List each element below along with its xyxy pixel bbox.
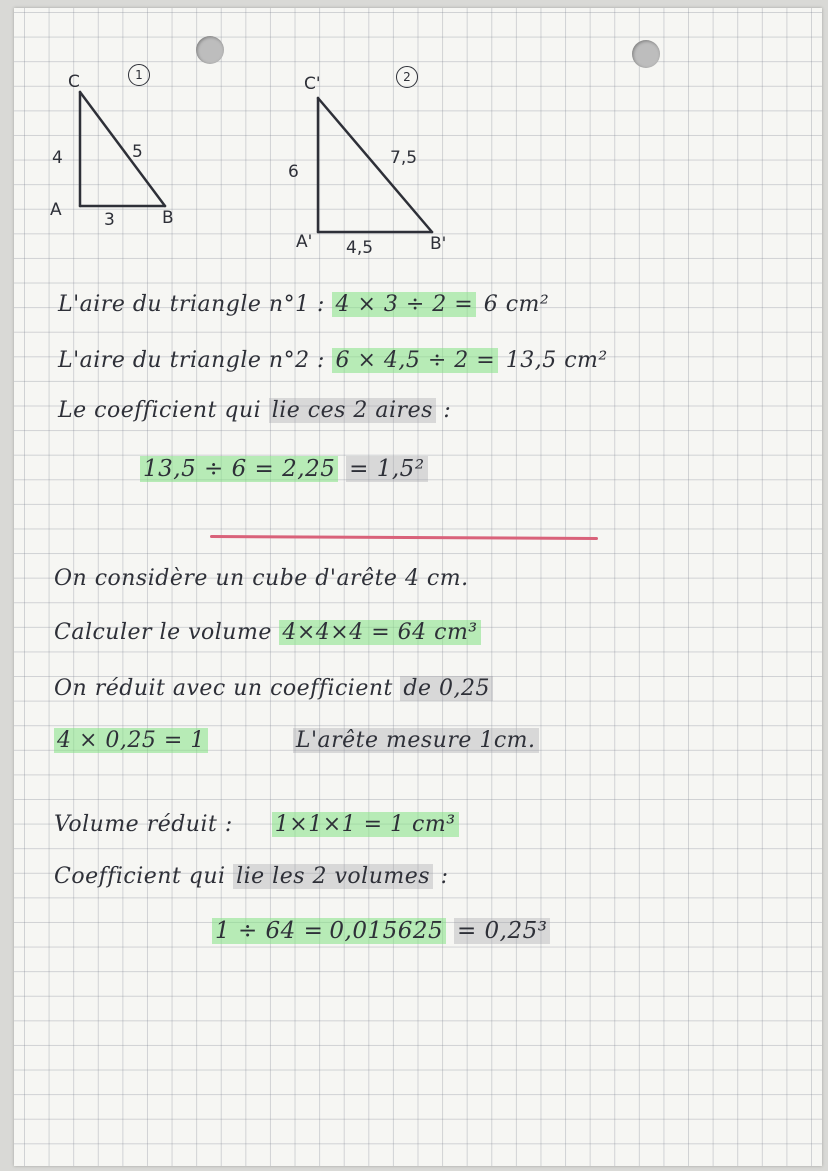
area-line-2-calc: 6 × 4,5 ÷ 2 = [332, 348, 498, 373]
cube-line-1: On considère un cube d'arête 4 cm. [54, 566, 469, 591]
cube-line-3 [54, 676, 493, 701]
cube-line-7 [212, 918, 550, 944]
coefficient-area-calc-line [140, 456, 428, 482]
cube-volume-calc: 4×4×4 = 64 cm³ [279, 620, 480, 645]
triangle-1 [80, 92, 165, 206]
area-line-1-calc: 4 × 3 ÷ 2 = [332, 292, 476, 317]
triangle-2-side-ac: 6 [288, 162, 299, 182]
triangle-1-vertex-c: C [68, 72, 80, 92]
coefficient-area-label-highlight: lie ces 2 aires [269, 398, 436, 423]
reduced-volume-calc: 1×1×1 = 1 cm³ [272, 812, 459, 837]
triangle-1-side-ac: 4 [52, 148, 63, 168]
area-line-1-result: 6 cm² [483, 292, 550, 317]
coefficient-area-result: = 1,5² [346, 456, 427, 482]
cube-line-2 [54, 620, 481, 645]
coefficient-area-line [58, 398, 451, 423]
coefficient-area-colon: : [443, 398, 452, 423]
triangle-1-side-cb: 5 [132, 142, 143, 162]
area-line-2-result: 13,5 cm² [505, 348, 608, 373]
triangle-1-side-ab: 3 [104, 210, 115, 230]
cube-line-5 [54, 812, 459, 837]
triangle-1-vertex-a: A [50, 200, 62, 220]
cube-line-6-colon: : [440, 864, 449, 889]
volume-coefficient-calc-a: 1 ÷ 64 = [212, 918, 326, 944]
cube-edge-text: L'arête mesure 1cm. [293, 728, 539, 753]
cube-edge-calc: 4 × 0,25 = 1 [54, 728, 208, 753]
triangle-2-side-cb: 7,5 [390, 148, 418, 168]
triangle-2-vertex-a: A' [296, 232, 313, 252]
triangle-2-vertex-b: B' [430, 234, 447, 254]
area-line-2-label: L'aire du triangle n°2 : [58, 348, 325, 373]
triangle-1-number: 1 [128, 64, 150, 86]
coefficient-area-calc: 13,5 ÷ 6 = 2,25 [140, 456, 338, 482]
volume-coefficient-result: = 0,25³ [454, 918, 551, 944]
volume-coefficient-calc-b: 0,015625 [326, 918, 446, 944]
cube-line-3-label: On réduit avec un coefficient [54, 676, 393, 701]
cube-coefficient-value: de 0,25 [400, 676, 493, 701]
triangle-2-number: 2 [396, 66, 418, 88]
triangle-2-vertex-c: C' [304, 74, 321, 94]
area-line-1-label: L'aire du triangle n°1 : [58, 292, 325, 317]
coefficient-area-label: Le coefficient qui [58, 398, 262, 423]
triangle-1-vertex-b: B [162, 208, 174, 228]
cube-line-2-label: Calculer le volume [54, 620, 272, 645]
triangle-2-side-ab: 4,5 [346, 238, 374, 258]
area-line-2 [58, 348, 608, 373]
cube-line-5-label: Volume réduit : [54, 812, 233, 837]
area-line-1 [58, 292, 549, 317]
cube-line-6 [54, 864, 448, 889]
cube-line-6-label-highlight: lie les 2 volumes [233, 864, 433, 889]
cube-line-4 [54, 728, 539, 753]
cube-line-6-label: Coefficient qui [54, 864, 226, 889]
